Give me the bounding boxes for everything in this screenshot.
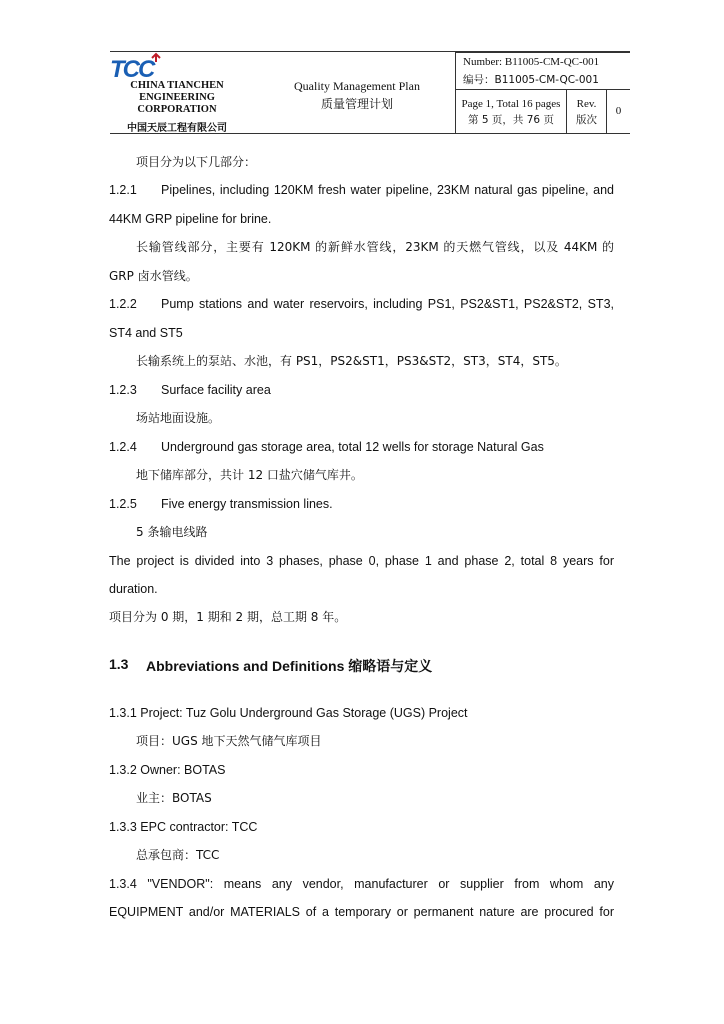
- doc-title-cn: 质量管理计划: [320, 97, 393, 111]
- definition-en: 1.3.3 EPC contractor: TCC: [109, 820, 258, 834]
- tcc-logo-icon: [110, 52, 170, 82]
- definition-en: 1.3.1 Project: Tuz Golu Underground Gas Storage (UGS) Project: [109, 706, 468, 720]
- item-text-en-cont: 44KM GRP pipeline for brine.: [109, 212, 272, 226]
- rev-value: 0: [615, 105, 622, 117]
- item-text-en: Five energy transmission lines.: [161, 497, 333, 511]
- item-text-en-cont: ST4 and ST5: [109, 326, 183, 340]
- item-text-en: Underground gas storage area, total 12 wells for storage Natural Gas: [161, 440, 544, 454]
- intro-cn: 项目分为以下几部分：: [136, 155, 257, 169]
- item-text-cn: 长输系统上的泵站、水池，有 PS1，PS2&ST1，PS3&ST2，ST3，ST4，ST5。: [136, 354, 567, 368]
- company-name: [110, 80, 244, 116]
- item-text-cn-cont: GRP 卤水管线。: [109, 269, 198, 283]
- rev-label-cn: 版次: [576, 114, 597, 126]
- company-name-cn: 中国天辰工程有限公司: [127, 123, 227, 134]
- definition-en: 1.3.2 Owner: BOTAS: [109, 763, 226, 777]
- doc-number: Number: B11005-CM-QC-001: [463, 56, 600, 68]
- phases-text-en: The project is divided into 3 phases, phase 0, phase 1 and phase 2, total 8 years for: [109, 554, 614, 568]
- section-heading: Abbreviations and Definitions 缩略语与定义: [146, 658, 433, 674]
- item-text-cn: 场站地面设施。: [136, 411, 221, 425]
- definition-cn: 业主：BOTAS: [136, 791, 212, 805]
- item-text-en: Pump stations and water reservoirs, including PS1, PS2&ST1, PS2&ST2, ST3,: [161, 297, 614, 311]
- phases-text-cn: 项目分为 0 期，1 期和 2 期，总工期 8 年。: [109, 610, 347, 624]
- header-top-rule-right: [455, 51, 630, 53]
- item-number: 1.2.1: [109, 183, 137, 197]
- page-info-cn: 第 5 页，共 76 页: [468, 114, 554, 126]
- item-number: 1.2.5: [109, 497, 137, 511]
- section-number: 1.3: [109, 656, 129, 672]
- phases-text-en-cont: duration.: [109, 582, 158, 596]
- item-number: 1.2.3: [109, 383, 137, 397]
- company-line-1: CHINA TIANCHEN: [130, 80, 224, 91]
- svg-text:TCC: TCC: [110, 56, 154, 82]
- rev-label: Rev.: [576, 98, 597, 110]
- item-number: 1.2.2: [109, 297, 137, 311]
- item-text-cn: 长输管线部分，主要有 120KM 的新鲜水管线，23KM 的天燃气管线，以及 44KM 的: [136, 240, 614, 254]
- item-number: 1.2.4: [109, 440, 137, 454]
- doc-title: Quality Management Plan: [294, 79, 420, 93]
- item-text-en: Surface facility area: [161, 383, 271, 397]
- vendor-definition-en-cont: EQUIPMENT and/or MATERIALS of a temporary or permanent nature are procured for: [109, 905, 614, 919]
- doc-number-cn: 编号：B11005-CM-QC-001: [463, 74, 599, 86]
- item-text-cn: 5 条输电线路: [136, 525, 208, 539]
- page-info: Page 1, Total 16 pages: [461, 98, 561, 110]
- definition-cn: 总承包商：TCC: [136, 848, 220, 862]
- item-text-en: Pipelines, including 120KM fresh water pipeline, 23KM natural gas pipeline, and: [161, 183, 614, 197]
- vendor-definition-en: 1.3.4 "VENDOR": means any vendor, manufacturer or supplier from whom any: [109, 877, 614, 891]
- item-text-cn: 地下储库部分，共计 12 口盐穴储气库井。: [136, 468, 363, 482]
- company-line-3: CORPORATION: [137, 104, 217, 115]
- header-mid-rule: [455, 89, 630, 90]
- definition-cn: 项目：UGS 地下天然气储气库项目: [136, 734, 322, 748]
- company-line-2: ENGINEERING: [139, 92, 215, 103]
